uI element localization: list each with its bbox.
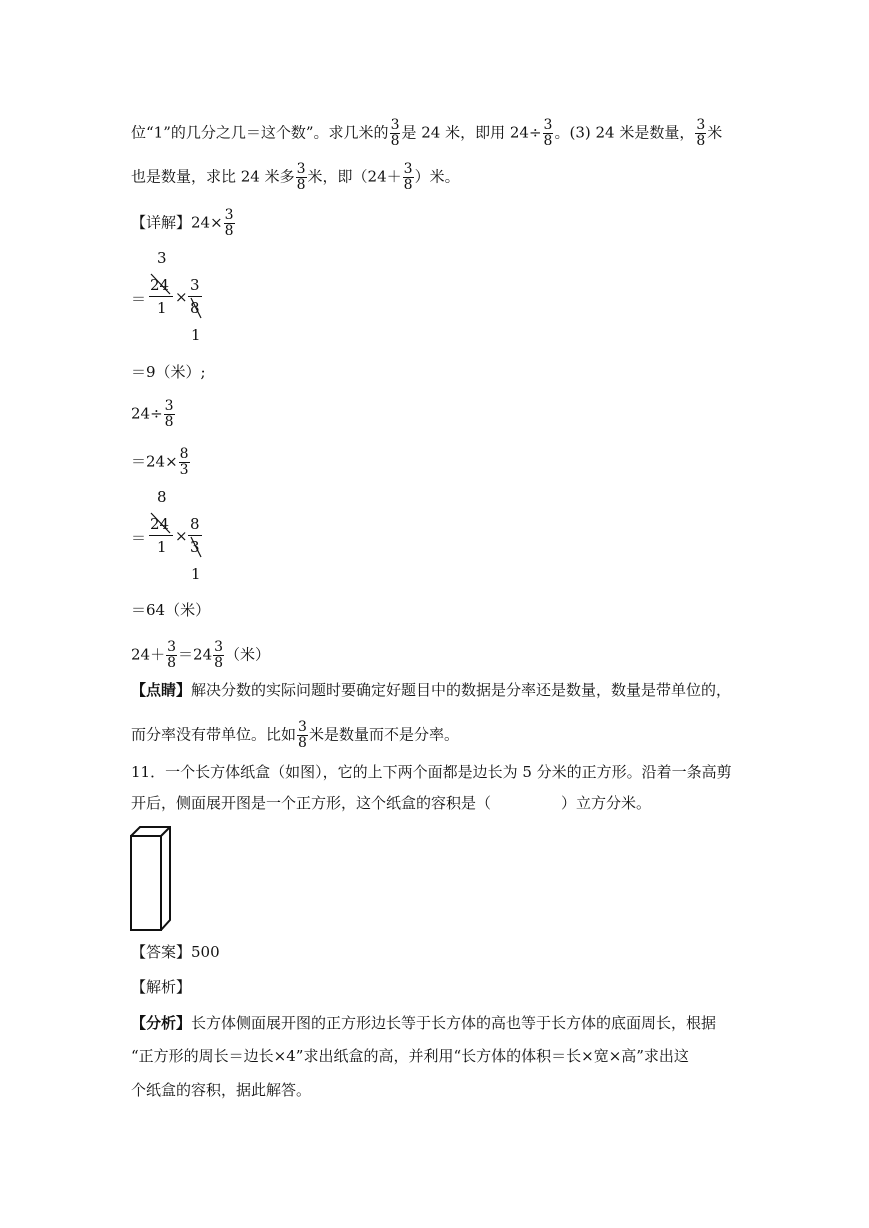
detail-label: 【详解】 — [131, 213, 192, 232]
answer-value: 500 — [191, 943, 220, 961]
numerator-3: 3 — [190, 276, 200, 294]
equals-sign: ＝ — [131, 290, 147, 308]
question-11-line-1: 11．一个长方体纸盒（如图），它的上下两个面都是边长为 5 分米的正方形。沿着一条高剪 — [131, 763, 732, 781]
denominator-3: 3 — [190, 538, 200, 556]
text: 米 — [707, 123, 723, 142]
fenxi-line-2: “正方形的周长＝边长×4”求出纸盒的高，并利用“长方体的体积＝长×宽×高”求出这 — [131, 1047, 689, 1065]
fraction-3-8: $\frac{3}{8}$ — [224, 207, 234, 239]
numerator-24: 24 — [150, 515, 170, 533]
jiexi-label: 【解析】 — [131, 978, 192, 996]
fraction-3-8: $\frac{3}{8}$ — [390, 117, 400, 149]
text: 位“1”的几分之几＝这个数”。求几米的 — [131, 123, 389, 142]
fraction-3-8: $\frac{3}{8}$ — [696, 117, 706, 149]
denominator-1: 1 — [157, 538, 167, 556]
result-1: ＝9（米）; — [131, 363, 206, 381]
result-2: ＝64（米） — [131, 601, 211, 619]
text: 。(3) 24 米是数量， — [554, 123, 695, 142]
text: 开后，侧面展开图是一个正方形，这个纸盒的容积是（ — [131, 794, 492, 812]
denominator-1: 1 — [157, 299, 167, 317]
text: 24＋ — [131, 645, 166, 664]
fraction-8-3: $\frac{8}{3}$ — [179, 446, 189, 478]
cancel-top-number: 8 — [157, 488, 167, 506]
times-sign: × — [175, 288, 188, 306]
cancel-bottom-number: 1 — [191, 565, 201, 583]
text: ＝ — [178, 645, 194, 664]
fraction-3-8: $\frac{3}{8}$ — [298, 719, 307, 751]
fenxi-line-1 — [131, 1013, 716, 1033]
denominator-8: 8 — [190, 299, 200, 317]
text: 24× — [191, 213, 223, 232]
text: 也是数量，求比 24 米多 — [131, 167, 295, 186]
fenxi-label: 【分析】 — [131, 1014, 192, 1032]
fenxi-line-3: 个纸盒的容积，据此解答。 — [131, 1081, 312, 1099]
text: 是 24 米，即用 24÷ — [401, 123, 542, 142]
mixed-number-whole: 24 — [193, 645, 213, 664]
answer-line — [131, 942, 220, 962]
text: 米，即（24＋ — [307, 167, 402, 186]
cancel-top-number: 3 — [157, 249, 167, 267]
fraction-3-8: $\frac{3}{8}$ — [296, 161, 306, 193]
text: 米是数量而不是分率。 — [308, 725, 459, 744]
fraction-3-8: $\frac{3}{8}$ — [214, 639, 224, 671]
text: 24÷ — [131, 404, 163, 423]
text: 解决分数的实际问题时要确定好题目中的数据是分率还是数量，数量是带单位的， — [191, 681, 732, 699]
equals-sign: ＝ — [131, 529, 147, 547]
text: 长方体侧面展开图的正方形边长等于长方体的高也等于长方体的底面周长，根据 — [191, 1014, 717, 1032]
numerator-8: 8 — [190, 515, 200, 533]
comment-label: 【点睛】 — [131, 681, 192, 699]
text: ）立方分米。 — [561, 794, 652, 812]
times-sign: × — [175, 527, 188, 545]
answer-label: 【答案】 — [131, 943, 192, 961]
fraction-3-8: $\frac{3}{8}$ — [167, 639, 177, 671]
fraction-3-8: $\frac{3}{8}$ — [164, 398, 174, 430]
text: ）米。 — [414, 167, 460, 186]
text: 而分率没有带单位。比如 — [131, 725, 297, 744]
text: （米） — [225, 645, 271, 664]
fraction-3-8: $\frac{3}{8}$ — [403, 161, 413, 193]
fraction-3-8: $\frac{3}{8}$ — [543, 117, 553, 149]
numerator-24: 24 — [150, 276, 170, 294]
text: ＝24× — [131, 452, 178, 471]
cancel-bottom-number: 1 — [191, 326, 201, 344]
